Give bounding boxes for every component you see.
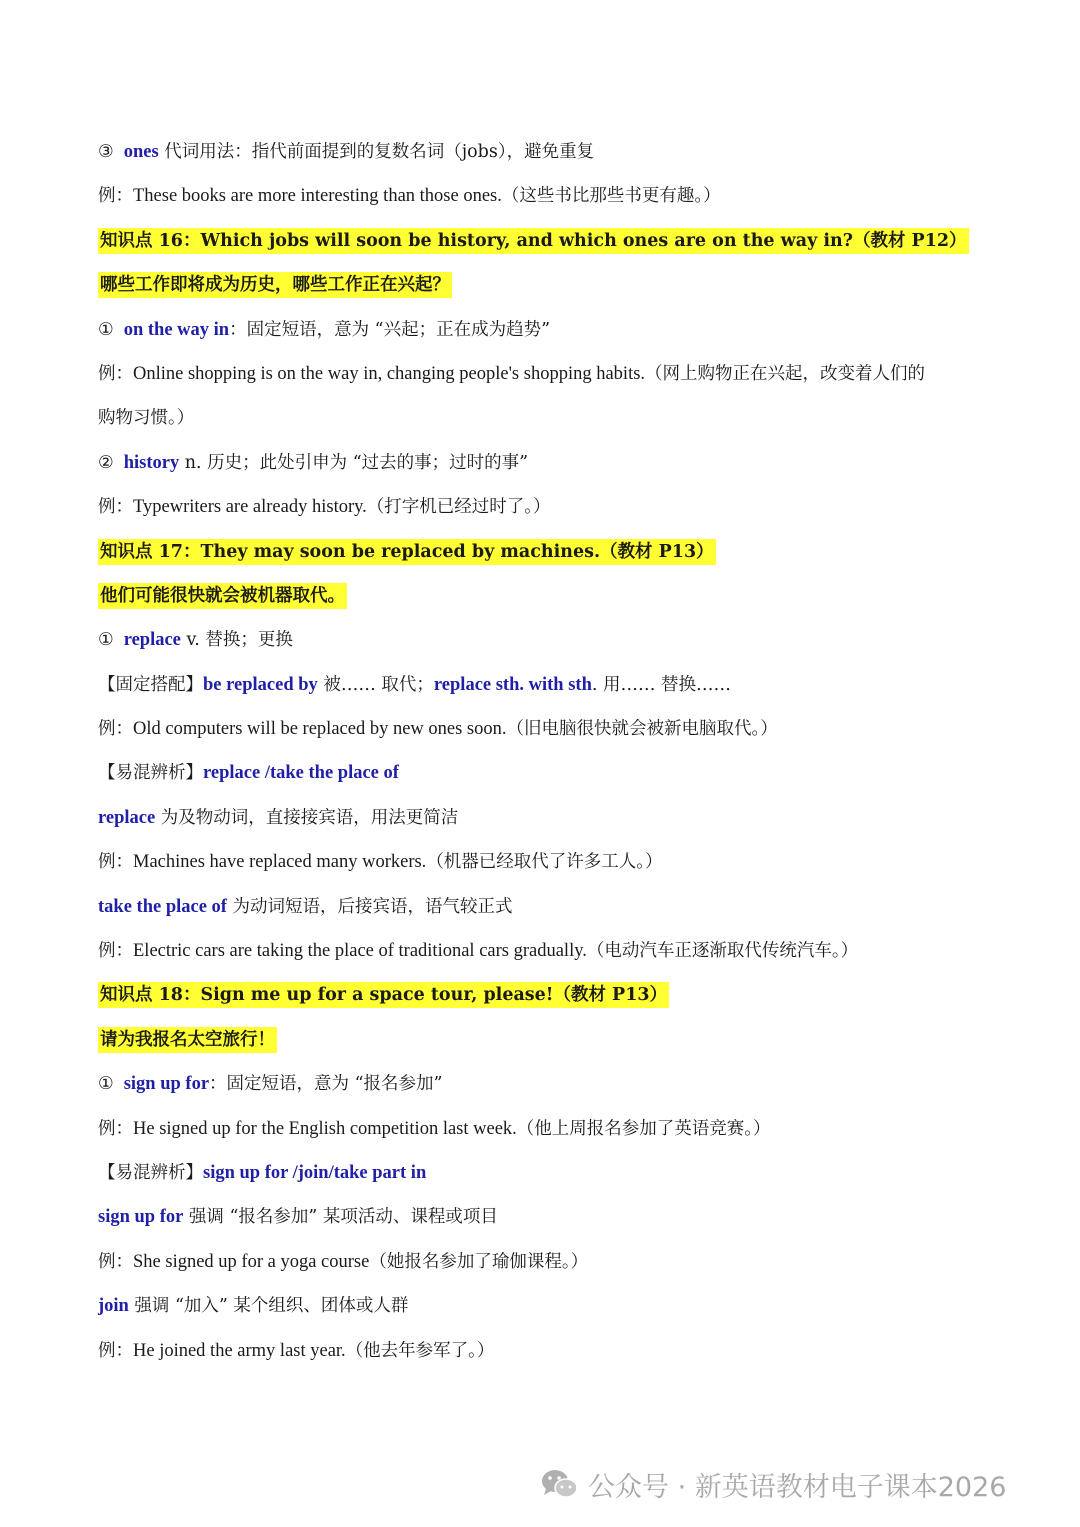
watermark-text: 公众号 · 新英语教材电子课本2026 <box>588 1471 1007 1503</box>
text-segment: 强调 “报名参加” 某项活动、课程或项目 <box>183 1207 498 1228</box>
text-segment: 为动词短语，后接宾语，语气较正式 <box>226 896 513 917</box>
text-segment: He joined the army last year. <box>133 1340 346 1361</box>
text-segment: n. 历史；此处引申为 “过去的事；过时的事” <box>179 452 529 473</box>
text-line <box>98 441 998 485</box>
text-segment: （旧电脑很快就会被新电脑取代。） <box>506 719 778 740</box>
text-line <box>98 1151 998 1195</box>
text-line <box>98 174 998 218</box>
text-line <box>98 840 998 884</box>
item-number: ② <box>98 452 114 473</box>
highlight-mark <box>98 228 969 254</box>
text-segment: 为及物动词，直接接宾语，用法更简洁 <box>155 807 459 828</box>
highlight-mark <box>98 583 347 609</box>
wechat-icon <box>540 1467 580 1501</box>
highlighted-heading <box>98 219 998 263</box>
keyword: sign up for /join/take part in <box>203 1162 427 1183</box>
text-line <box>98 1284 998 1328</box>
document-body <box>98 130 998 1373</box>
text-segment: 例： <box>98 1118 133 1139</box>
text-segment: 代词用法：指代前面提到的复数名词（jobs），避免重复 <box>158 142 595 162</box>
text-segment: 例： <box>98 1251 133 1272</box>
text-segment: 知识点 16：Which jobs will soon be history, and which ones are on the way in?（教材 P12） <box>100 230 967 251</box>
text-segment: 例： <box>98 1340 133 1361</box>
keyword: sign up for <box>123 1074 210 1095</box>
item-number: ① <box>98 1074 114 1095</box>
text-line <box>98 796 998 840</box>
watermark <box>540 1462 1006 1506</box>
keyword: ones <box>123 142 159 162</box>
highlight-mark <box>98 1027 277 1053</box>
text-segment: 【固定搭配】 <box>98 674 203 695</box>
text-segment: （打字机已经过时了。） <box>366 497 551 518</box>
highlight-mark <box>98 539 716 565</box>
text-line <box>98 1107 998 1151</box>
keyword: replace /take the place of <box>203 763 399 784</box>
keyword: replace <box>123 630 181 651</box>
text-segment: He signed up for the English competition last week. <box>133 1118 517 1139</box>
text-segment: （机器已经取代了许多工人。） <box>426 852 663 873</box>
text-segment: ：固定短语，意为 “兴起；正在成为趋势” <box>229 319 551 340</box>
text-line <box>98 352 998 396</box>
highlighted-heading <box>98 263 998 307</box>
text-segment: 【易混辨析】 <box>98 1162 203 1183</box>
text-segment: 例： <box>98 186 133 207</box>
text-line <box>98 885 998 929</box>
text-segment: Online shopping is on the way in, changing people's shopping habits. <box>133 363 646 384</box>
text-segment: 例： <box>98 852 133 873</box>
text-line <box>98 929 998 973</box>
highlight-mark <box>98 982 669 1008</box>
keyword: on the way in <box>123 319 230 340</box>
text-segment: . 用…… 替换…… <box>591 674 732 695</box>
keyword: join <box>98 1296 129 1317</box>
highlighted-heading <box>98 530 998 574</box>
item-number: ① <box>98 319 114 340</box>
keyword: replace sth. with sth <box>433 674 592 695</box>
text-segment: 请为我报名太空旅行！ <box>100 1029 275 1050</box>
text-segment: （他上周报名参加了英语竞赛。） <box>516 1118 771 1139</box>
text-segment: She signed up for a yoga course <box>133 1251 370 1272</box>
text-segment: These books are more interesting than those ones. <box>133 186 502 207</box>
keyword: history <box>123 452 180 473</box>
highlighted-heading <box>98 973 998 1017</box>
text-segment: 被…… 取代； <box>317 674 434 695</box>
keyword: sign up for <box>98 1207 184 1228</box>
text-segment: ：固定短语，意为 “报名参加” <box>209 1074 443 1095</box>
text-segment: （他去年参军了。） <box>345 1340 495 1361</box>
text-segment: （电动汽车正逐渐取代传统汽车。） <box>586 941 859 962</box>
text-segment: Machines have replaced many workers. <box>133 852 427 873</box>
highlighted-heading <box>98 574 998 618</box>
text-segment: （她报名参加了瑜伽课程。） <box>369 1251 589 1272</box>
text-segment: Typewriters are already history. <box>133 497 367 518</box>
text-segment: 知识点 18：Sign me up for a space tour, please!（教材 P13） <box>100 985 668 1006</box>
text-segment: 他们可能很快就会被机器取代。 <box>100 585 345 606</box>
text-segment: 例： <box>98 497 133 518</box>
text-segment: Electric cars are taking the place of traditional cars gradually. <box>133 941 587 962</box>
text-segment: 例： <box>98 719 133 740</box>
item-number: ① <box>98 630 114 651</box>
text-line <box>98 663 998 707</box>
text-line <box>98 308 998 352</box>
text-segment: 强调 “加入” 某个组织、团体或人群 <box>128 1296 409 1317</box>
text-segment: 知识点 17：They may soon be replaced by machines.（教材 P13） <box>100 541 714 562</box>
text-line <box>98 751 998 795</box>
text-line <box>98 1195 998 1239</box>
text-line <box>98 1062 998 1106</box>
text-line <box>98 1329 998 1373</box>
text-line <box>98 1240 998 1284</box>
text-segment: 哪些工作即将成为历史，哪些工作正在兴起？ <box>100 275 450 296</box>
text-segment: Old computers will be replaced by new ones soon. <box>133 719 507 740</box>
text-segment: v. 替换；更换 <box>180 630 293 651</box>
text-segment: 购物习惯。） <box>98 408 195 429</box>
highlighted-heading <box>98 1018 998 1062</box>
text-line <box>98 485 998 529</box>
text-segment: （这些书比那些书更有趣。） <box>501 186 721 207</box>
text-line <box>98 707 998 751</box>
keyword: be replaced by <box>203 674 318 695</box>
text-segment: 例： <box>98 363 133 384</box>
keyword: take the place of <box>98 896 227 917</box>
text-segment: 【易混辨析】 <box>98 763 203 784</box>
item-number: ③ <box>98 142 114 162</box>
text-segment: 例： <box>98 941 133 962</box>
keyword: replace <box>98 807 156 828</box>
text-line <box>98 618 998 662</box>
text-line <box>98 130 998 174</box>
highlight-mark <box>98 272 452 298</box>
text-segment: （网上购物正在兴起，改变着人们的 <box>645 363 926 384</box>
text-line <box>98 396 998 440</box>
